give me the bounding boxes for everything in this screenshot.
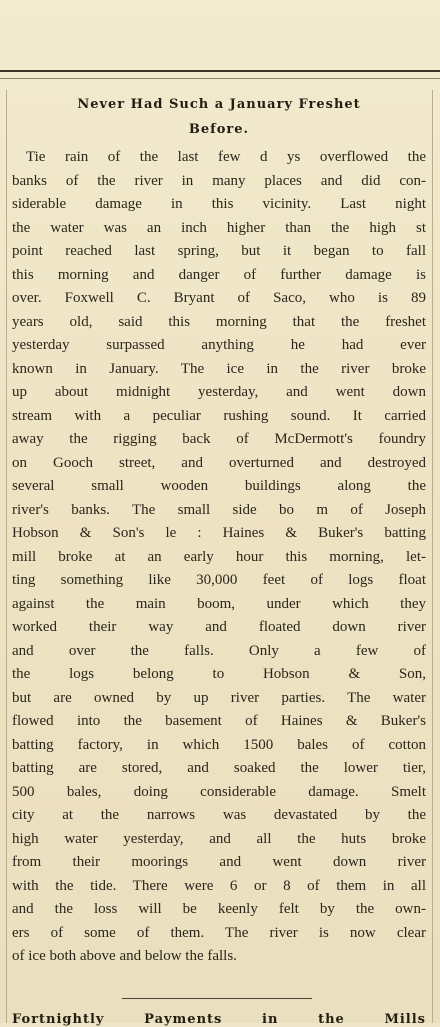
article-body-line: and over the falls. Only a few of <box>12 642 426 659</box>
article-body-line: ting something like 30,000 feet of logs float <box>12 572 426 588</box>
article-body-line: this morning and danger of further damage is <box>12 266 426 283</box>
article-body-line: known in January. The ice in the river broke <box>12 360 426 377</box>
article-body-line: batting factory, in which 1500 bales of cotton <box>12 736 426 753</box>
article-body-line: high water yesterday, and all the huts broke <box>12 830 426 847</box>
article-body-line: worked their way and floated down river <box>12 619 426 635</box>
article-body-line: and the loss will be keenly felt by the own- <box>12 901 426 917</box>
article-body-line: banks of the river in many places and did con- <box>12 172 426 189</box>
article-body-line: point reached last spring, but it began to fall <box>12 243 426 259</box>
article-headline <box>12 92 426 142</box>
next-article-headline: Fortnightly Payments in the Mills <box>12 1012 426 1027</box>
article-body-line: years old, said this morning that the freshet <box>12 313 426 330</box>
article-body-line: mill broke at an early hour this morning, let- <box>12 548 426 565</box>
article-body-line: Hobson & Son's le : Haines & Buker's batting <box>12 525 426 541</box>
article-body-line: but are owned by up river parties. The water <box>12 689 426 706</box>
article-body-line: city at the narrows was devastated by the <box>12 807 426 823</box>
headline-line: Before. <box>188 122 250 137</box>
article-body-line: ers of some of them. The river is now clear <box>12 924 426 941</box>
article-separator-rule <box>122 998 312 999</box>
article-body-line: over. Foxwell C. Bryant of Saco, who is 89 <box>12 290 426 306</box>
article-body-line: yesterday surpassed anything he had ever <box>12 337 426 353</box>
article-body-line: away the rigging back of McDermott's foundry <box>12 431 426 447</box>
column-rule-right <box>432 90 433 1023</box>
article-body-line: the logs belong to Hobson & Son, <box>12 666 426 682</box>
article-body-line: from their moorings and went down river <box>12 854 426 870</box>
article <box>12 92 426 969</box>
column-rule-left <box>6 90 7 1023</box>
article-body-line: 500 bales, doing considerable damage. Smelt <box>12 783 426 800</box>
article-body-line: Tie rain of the last few d ys overflowed the <box>26 149 426 165</box>
article-body <box>12 146 426 969</box>
article-body-line: siderable damage in this vicinity. Last night <box>12 196 426 212</box>
article-body-line: of ice both above and below the falls. <box>12 948 237 964</box>
article-body-line: against the main boom, under which they <box>12 595 426 612</box>
top-rule-thin <box>0 78 440 79</box>
article-body-line: the water was an inch higher than the high st <box>12 219 426 236</box>
article-body-line: on Gooch street, and overturned and destroyed <box>12 454 426 471</box>
article-body-line: stream with a peculiar rushing sound. It carried <box>12 407 426 424</box>
article-body-line: river's banks. The small side bo m of Joseph <box>12 501 426 518</box>
article-body-line: several small wooden buildings along the <box>12 478 426 494</box>
headline-line: Never Had Such a January Freshet <box>77 97 361 112</box>
article-body-line: batting are stored, and soaked the lower tier, <box>12 760 426 776</box>
article-body-line: flowed into the basement of Haines & Buker's <box>12 713 426 729</box>
top-rule-thick <box>0 70 440 72</box>
article-body-line: up about midnight yesterday, and went down <box>12 384 426 400</box>
article-body-line: with the tide. There were 6 or 8 of them in all <box>12 877 426 894</box>
